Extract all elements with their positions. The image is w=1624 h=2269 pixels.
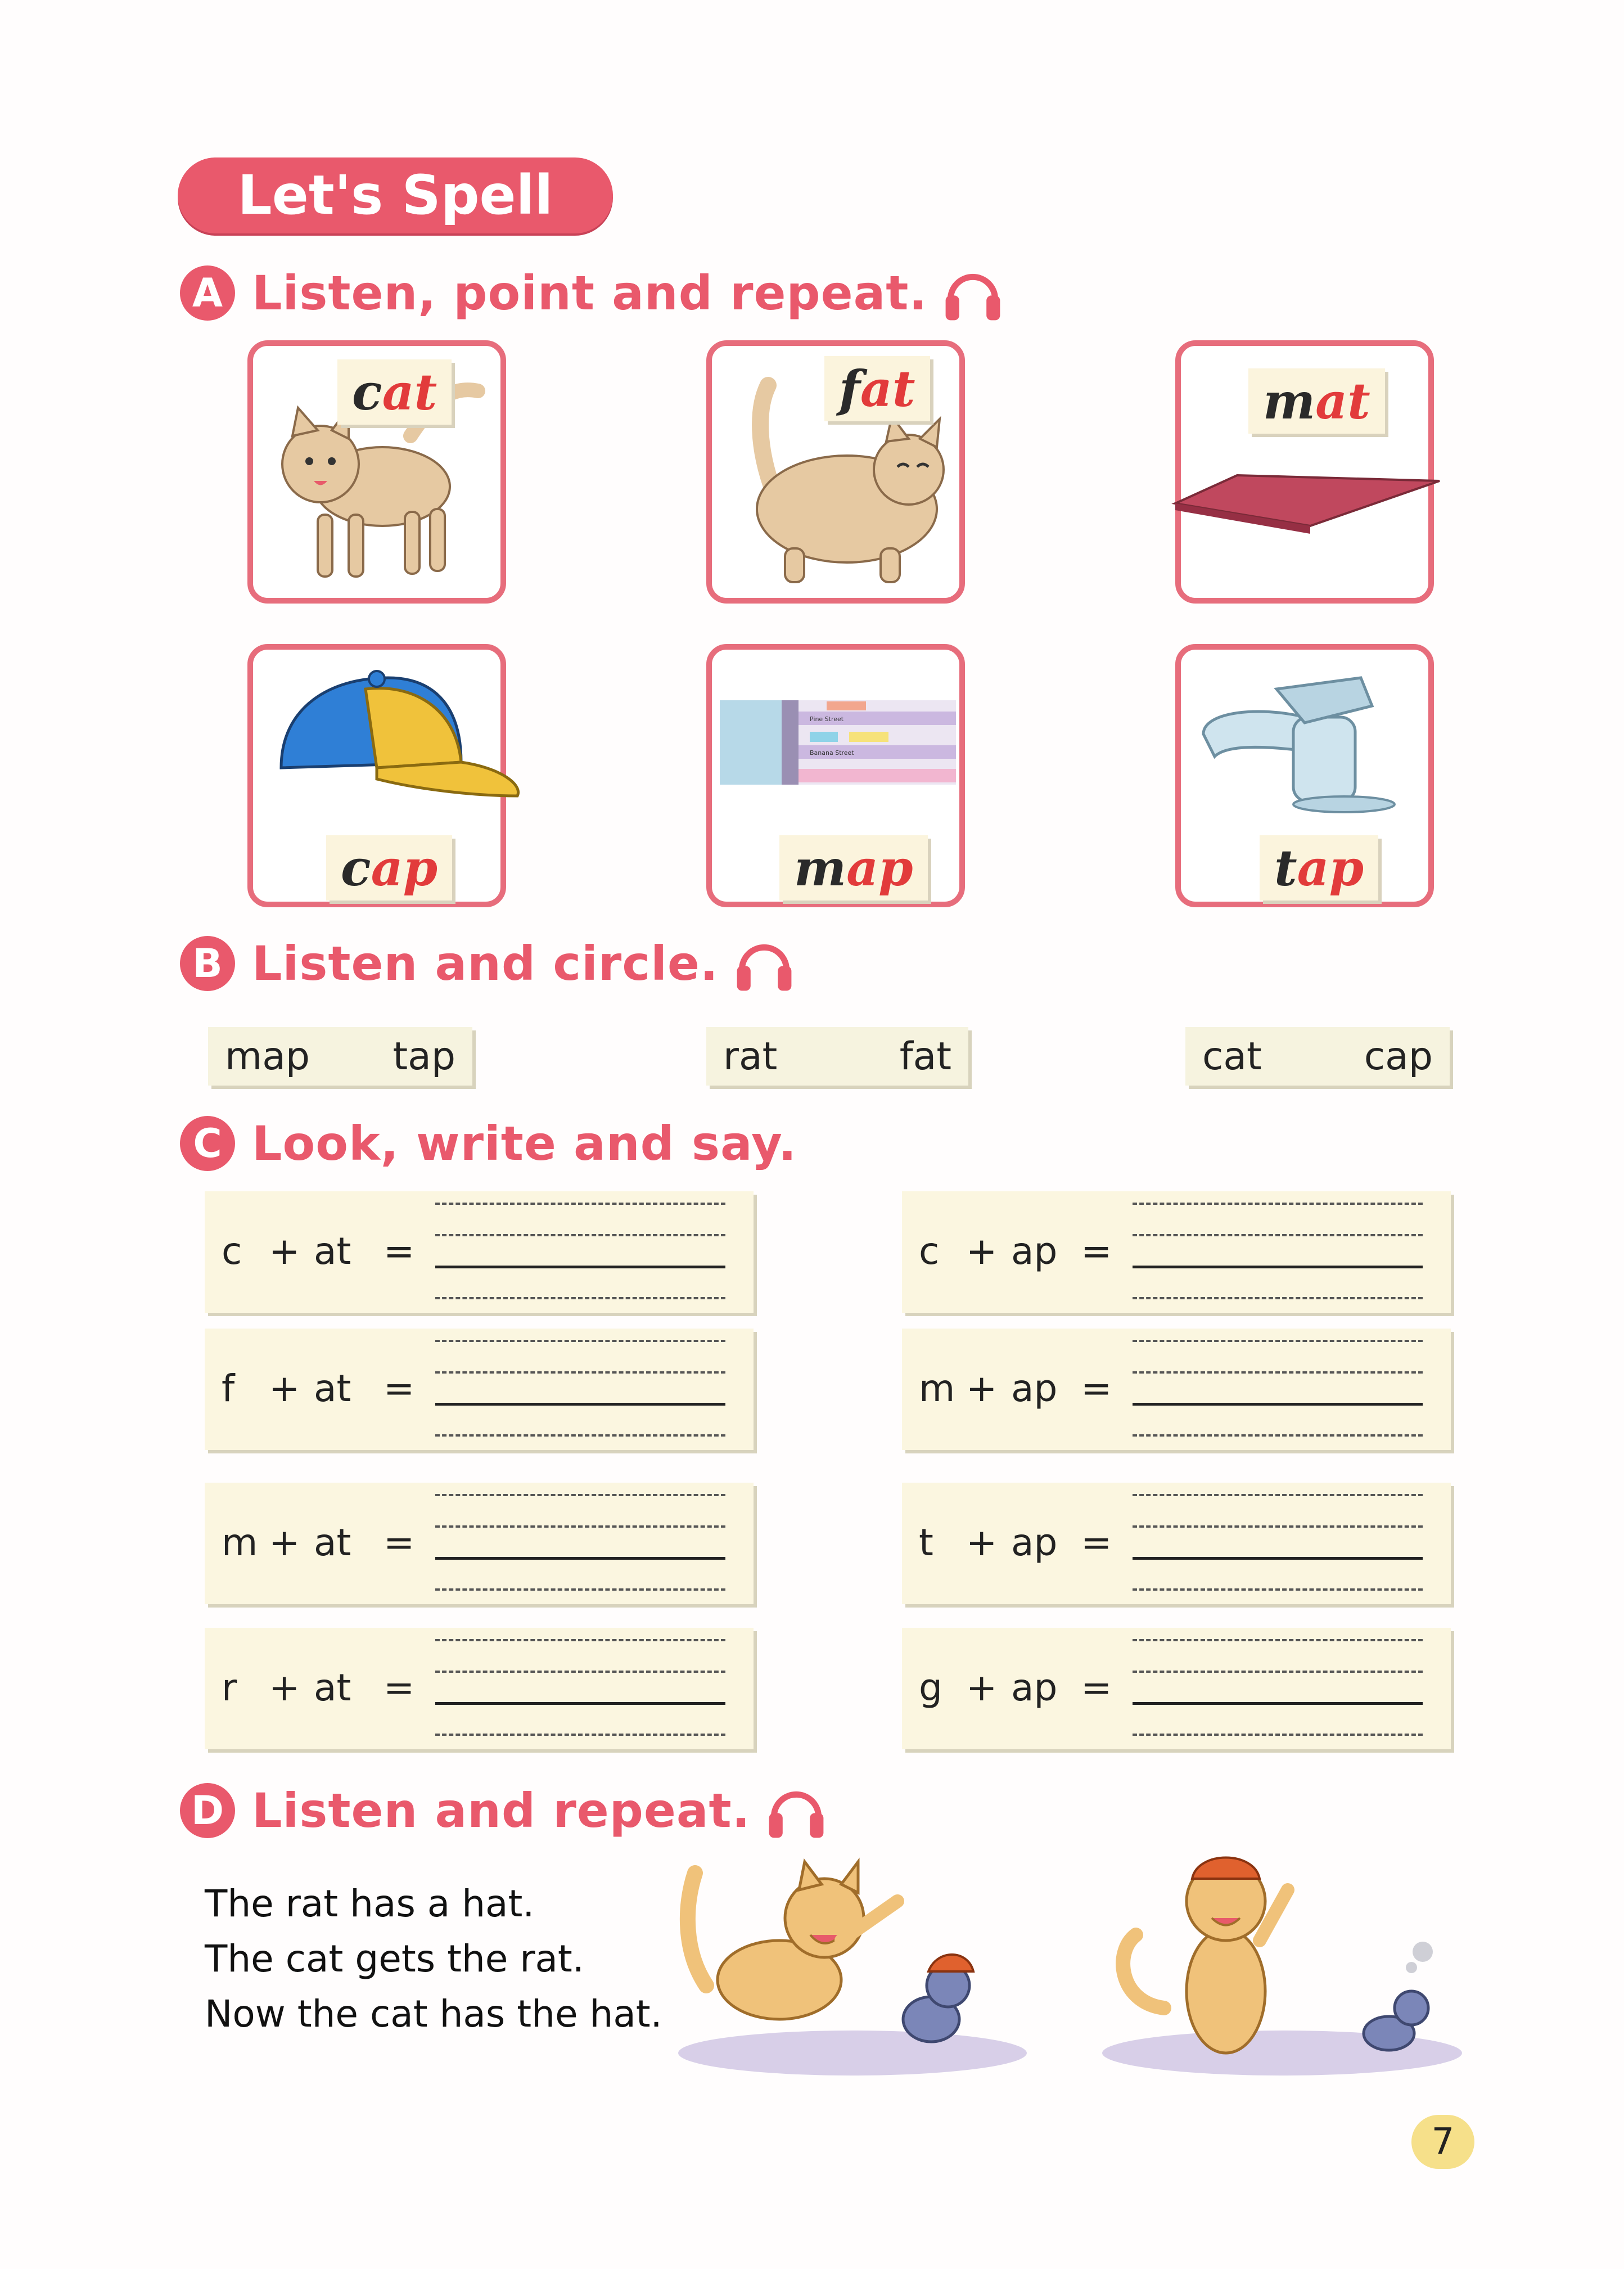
word-tag: cap bbox=[326, 835, 452, 901]
section-a-badge: A bbox=[180, 265, 235, 321]
onset: c bbox=[919, 1230, 940, 1273]
word-choice[interactable]: map bbox=[225, 1034, 310, 1079]
rime: at bbox=[314, 1230, 351, 1273]
equals-sign: = bbox=[384, 1666, 415, 1709]
section-b-title: Listen and circle. bbox=[252, 936, 719, 991]
word-pair bbox=[208, 1027, 472, 1086]
onset: m bbox=[919, 1367, 955, 1410]
section-c-heading bbox=[180, 1116, 797, 1171]
plus-sign: + bbox=[269, 1666, 300, 1709]
spelling-row bbox=[205, 1483, 754, 1604]
word-tag: tap bbox=[1260, 835, 1378, 901]
onset: t bbox=[919, 1521, 933, 1564]
plus-sign: + bbox=[966, 1666, 998, 1709]
rime: at bbox=[314, 1666, 351, 1709]
picture-card-mat[interactable] bbox=[1175, 340, 1434, 604]
tap-illustration bbox=[1192, 672, 1428, 818]
cat-chasing-rat-illustration bbox=[673, 1839, 1027, 2081]
equals-sign: = bbox=[1081, 1666, 1112, 1709]
plus-sign: + bbox=[269, 1521, 300, 1564]
cat-with-hat-illustration bbox=[1097, 1839, 1468, 2081]
plus-sign: + bbox=[966, 1367, 998, 1410]
rime: at bbox=[314, 1367, 351, 1410]
writing-lines[interactable] bbox=[1133, 1203, 1423, 1302]
writing-lines[interactable] bbox=[435, 1494, 725, 1593]
section-a-title: Listen, point and repeat. bbox=[252, 265, 928, 321]
writing-lines[interactable] bbox=[1133, 1639, 1423, 1738]
writing-lines[interactable] bbox=[1133, 1494, 1423, 1593]
map-label: Banana Street bbox=[810, 749, 854, 757]
spelling-row bbox=[902, 1483, 1451, 1604]
section-d-badge: D bbox=[180, 1783, 235, 1838]
map-illustration bbox=[720, 700, 956, 785]
writing-lines[interactable] bbox=[435, 1639, 725, 1738]
section-d-heading bbox=[180, 1780, 827, 1842]
rime: ap bbox=[1011, 1666, 1058, 1709]
picture-card-cat[interactable] bbox=[247, 340, 506, 604]
onset: r bbox=[222, 1666, 237, 1709]
equals-sign: = bbox=[1081, 1521, 1112, 1564]
onset: g bbox=[919, 1666, 942, 1709]
word-choice[interactable]: cap bbox=[1364, 1034, 1433, 1079]
writing-lines[interactable] bbox=[1133, 1340, 1423, 1439]
mat-illustration bbox=[1170, 458, 1451, 548]
writing-lines[interactable] bbox=[435, 1340, 725, 1439]
section-c-title: Look, write and say. bbox=[252, 1116, 797, 1171]
page-number: 7 bbox=[1411, 2115, 1474, 2169]
picture-card-cap[interactable] bbox=[247, 644, 506, 907]
equals-sign: = bbox=[384, 1521, 415, 1564]
rhyme-line: Now the cat has the hat. bbox=[205, 1992, 662, 2036]
headphones-icon[interactable] bbox=[765, 1780, 827, 1842]
word-tag: map bbox=[779, 835, 928, 901]
word-choice[interactable]: cat bbox=[1202, 1034, 1262, 1079]
plus-sign: + bbox=[966, 1521, 998, 1564]
onset: f bbox=[222, 1367, 235, 1410]
word-choice[interactable]: fat bbox=[899, 1034, 951, 1079]
picture-card-map[interactable] bbox=[706, 644, 965, 907]
rime: ap bbox=[1011, 1367, 1058, 1410]
spelling-row bbox=[902, 1191, 1451, 1313]
section-c-badge: C bbox=[180, 1116, 235, 1171]
word-tag: fat bbox=[824, 356, 930, 421]
section-a-heading bbox=[180, 262, 1004, 324]
rhyme-text bbox=[205, 1876, 662, 2042]
writing-lines[interactable] bbox=[435, 1203, 725, 1302]
word-choice[interactable]: tap bbox=[393, 1034, 455, 1079]
equals-sign: = bbox=[1081, 1230, 1112, 1273]
onset: c bbox=[222, 1230, 242, 1273]
plus-sign: + bbox=[269, 1230, 300, 1273]
section-b-heading bbox=[180, 933, 795, 994]
rime: ap bbox=[1011, 1230, 1058, 1273]
picture-card-fat[interactable] bbox=[706, 340, 965, 604]
onset: m bbox=[222, 1521, 258, 1564]
equals-sign: = bbox=[384, 1230, 415, 1273]
word-pair bbox=[706, 1027, 968, 1086]
spelling-row bbox=[205, 1329, 754, 1450]
headphones-icon[interactable] bbox=[733, 933, 795, 994]
spelling-row bbox=[902, 1628, 1451, 1749]
plus-sign: + bbox=[269, 1367, 300, 1410]
word-pair bbox=[1185, 1027, 1450, 1086]
lesson-banner: Let's Spell bbox=[178, 157, 613, 233]
word-tag: mat bbox=[1248, 368, 1385, 434]
section-b-badge: B bbox=[180, 936, 235, 991]
spelling-row bbox=[205, 1191, 754, 1313]
equals-sign: = bbox=[1081, 1367, 1112, 1410]
map-label: Pine Street bbox=[810, 715, 844, 723]
equals-sign: = bbox=[384, 1367, 415, 1410]
rhyme-line: The rat has a hat. bbox=[205, 1882, 535, 1925]
word-tag: cat bbox=[337, 359, 452, 425]
rime: ap bbox=[1011, 1521, 1058, 1564]
section-d-title: Listen and repeat. bbox=[252, 1783, 751, 1838]
plus-sign: + bbox=[966, 1230, 998, 1273]
cap-illustration bbox=[264, 655, 534, 824]
word-choice[interactable]: rat bbox=[723, 1034, 778, 1079]
rime: at bbox=[314, 1521, 351, 1564]
spelling-row bbox=[902, 1329, 1451, 1450]
headphones-icon[interactable] bbox=[942, 262, 1004, 324]
rhyme-line: The cat gets the rat. bbox=[205, 1937, 584, 1980]
spelling-row bbox=[205, 1628, 754, 1749]
picture-card-tap[interactable] bbox=[1175, 644, 1434, 907]
